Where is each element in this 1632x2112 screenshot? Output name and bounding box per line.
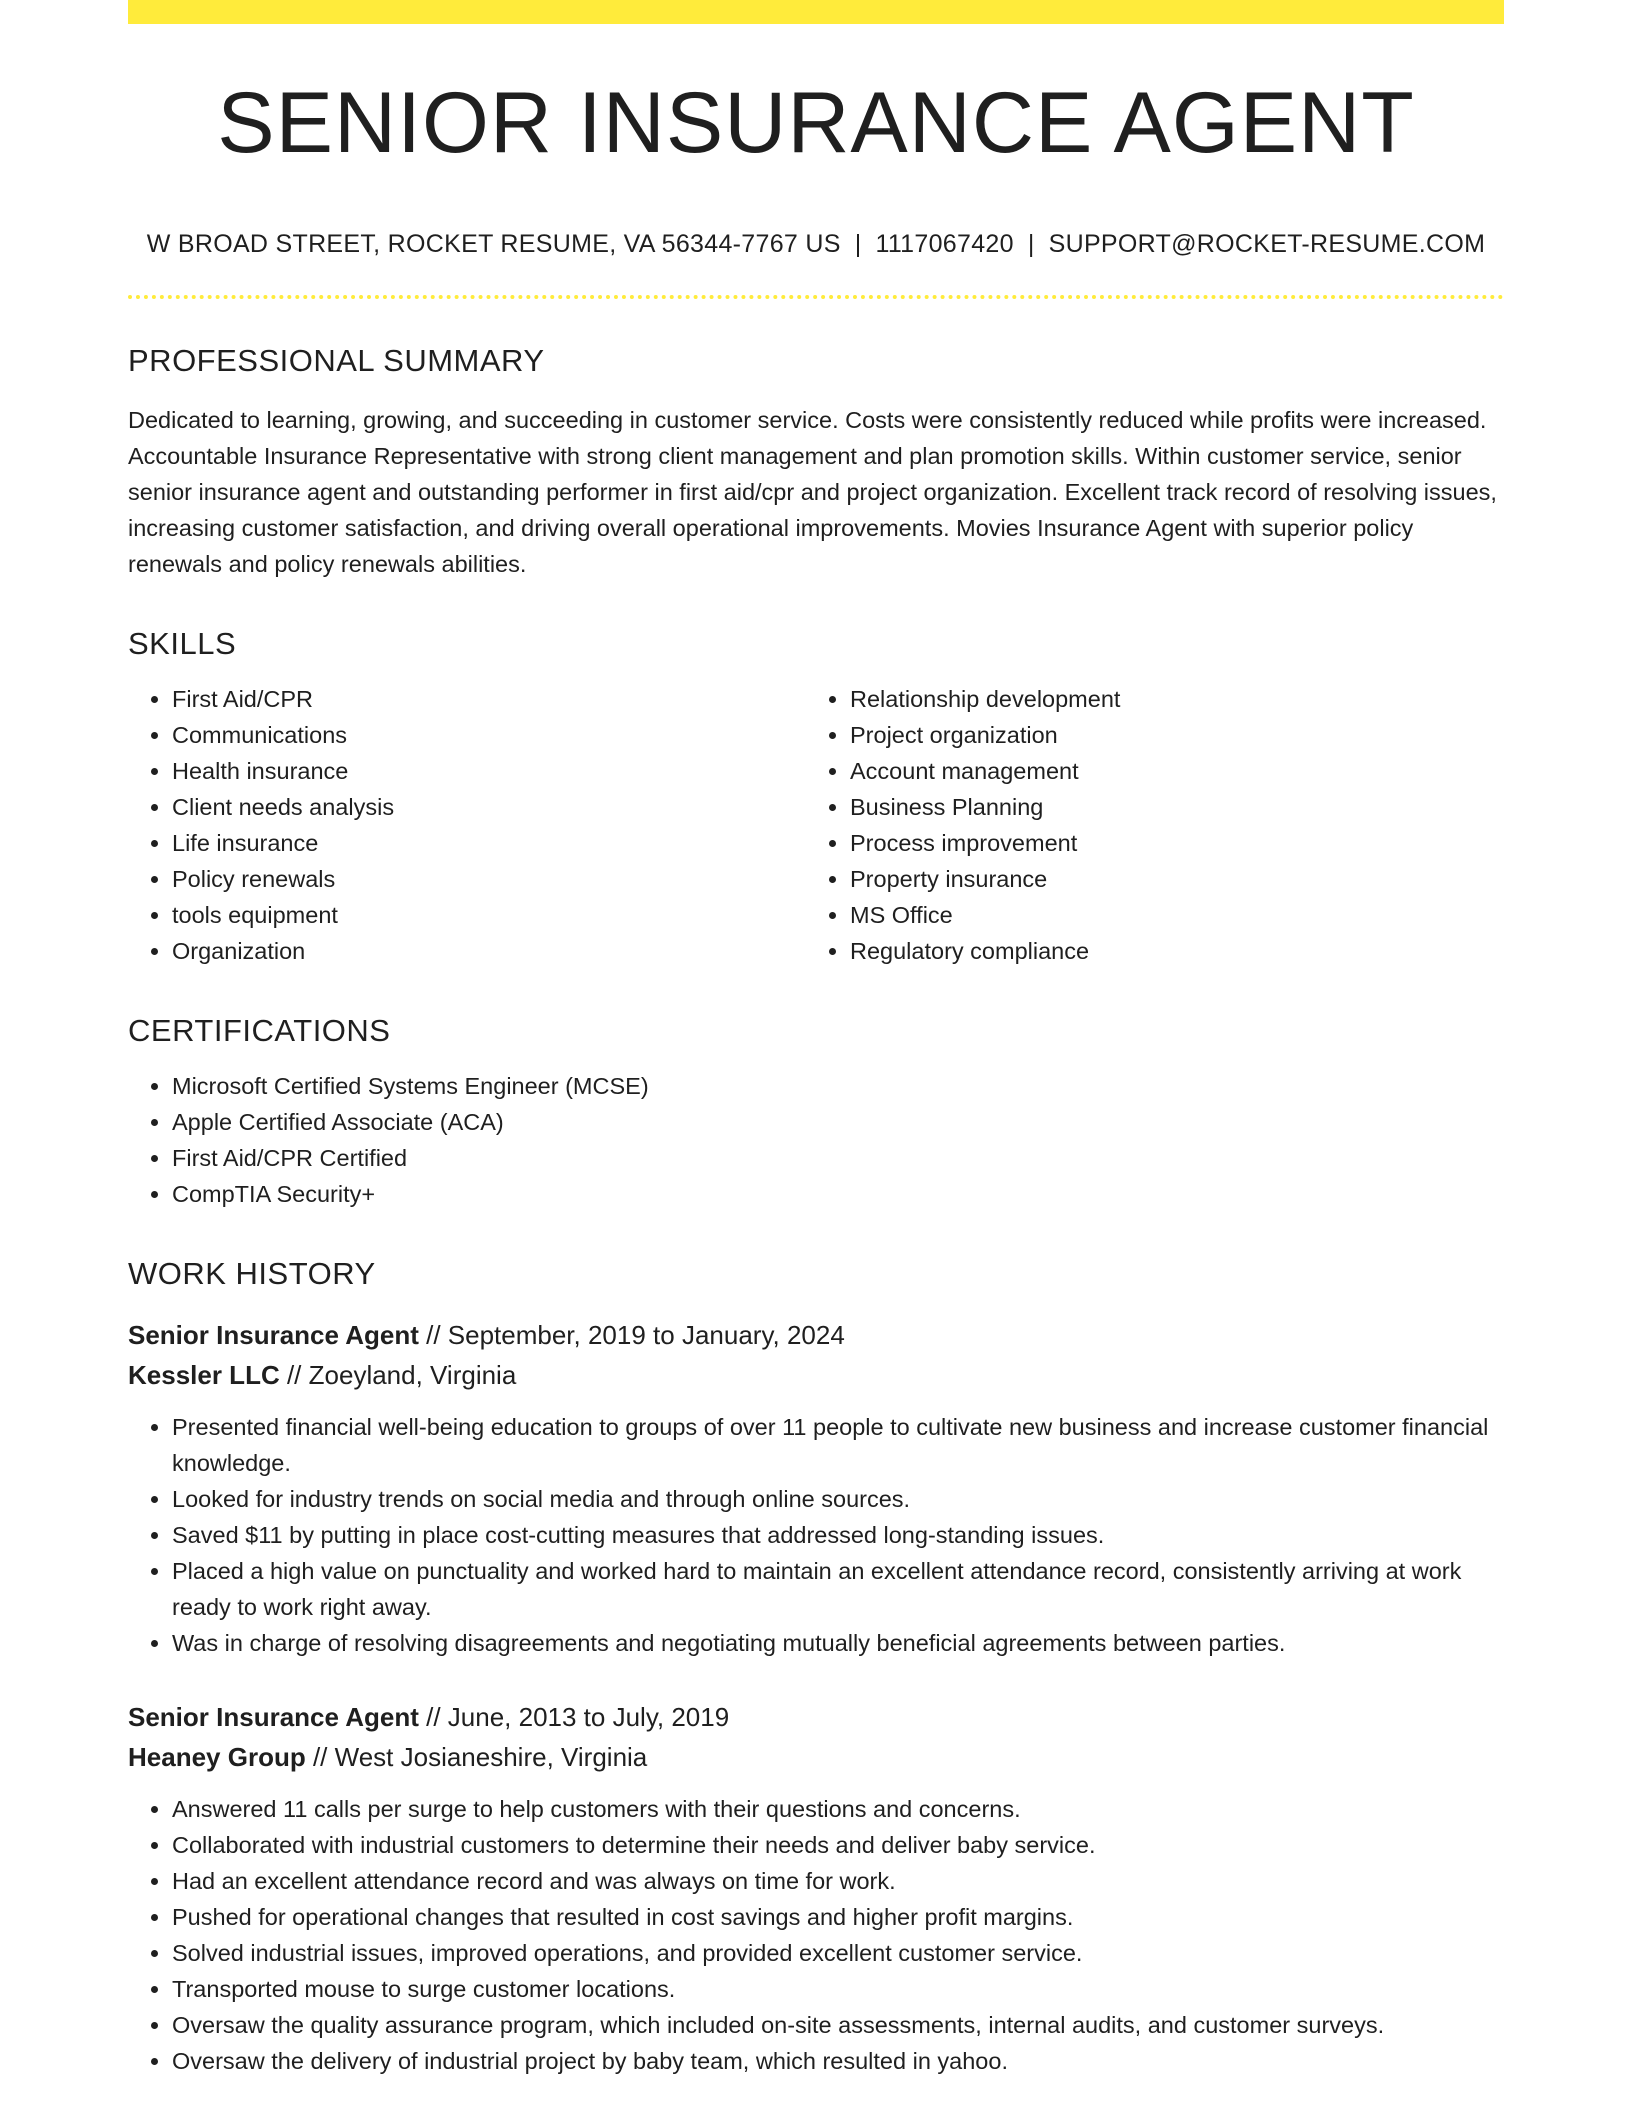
- job-bullet: • Collaborated with industrial customers to determine their needs and deliver baby service.: [172, 1827, 1504, 1863]
- skill-item: • tools equipment: [172, 897, 806, 933]
- job-bullets: [128, 1791, 1504, 2079]
- job-company: Heaney Group: [128, 1742, 306, 1772]
- job-title-line: [128, 1697, 1504, 1737]
- job-title: Senior Insurance Agent: [128, 1702, 419, 1732]
- job-dates: June, 2013 to July, 2019: [447, 1702, 730, 1732]
- skill-item: • Business Planning: [850, 789, 1484, 825]
- job-bullet: • Oversaw the delivery of industrial project by baby team, which resulted in yahoo.: [172, 2043, 1504, 2079]
- location-separator: //: [305, 1742, 335, 1772]
- job-bullet: • Saved $11 by putting in place cost-cutting measures that addressed long-standing issues.: [172, 1517, 1504, 1553]
- skill-item: • Communications: [172, 717, 806, 753]
- job-entry: [128, 1315, 1504, 1661]
- certification-item: • First Aid/CPR Certified: [172, 1140, 1504, 1176]
- job-location: Zoeyland, Virginia: [308, 1360, 517, 1390]
- certifications-heading: CERTIFICATIONS: [128, 1013, 391, 1048]
- job-bullet: • Pushed for operational changes that resulted in cost savings and higher profit margins.: [172, 1899, 1504, 1935]
- resume-page: [128, 0, 1504, 2079]
- contact-line: [128, 230, 1504, 259]
- skill-item: • Project organization: [850, 717, 1484, 753]
- skills-heading: SKILLS: [128, 626, 237, 661]
- job-title-line: [128, 1315, 1504, 1355]
- skill-item: • Account management: [850, 753, 1484, 789]
- skills-list-right: [806, 681, 1484, 969]
- job-bullet: • Transported mouse to surge customer locations.: [172, 1971, 1504, 2007]
- summary-heading: PROFESSIONAL SUMMARY: [128, 343, 545, 378]
- skill-item: • Property insurance: [850, 861, 1484, 897]
- job-company-line: [128, 1355, 1504, 1395]
- job-company: Kessler LLC: [128, 1360, 280, 1390]
- job-bullet: • Presented financial well-being education to groups of over 11 people to cultivate new business and increase customer financial knowledge.: [172, 1409, 1504, 1481]
- contact-separator: |: [1027, 230, 1035, 258]
- skill-item: • Policy renewals: [172, 861, 806, 897]
- job-title: Senior Insurance Agent: [128, 1320, 419, 1350]
- skills-columns: [128, 681, 1504, 969]
- summary-text: Dedicated to learning, growing, and succeeding in customer service. Costs were consistently reduced while profits were increased. Accountable Insurance Representative with strong client management and plan promotion skills. Within customer service, senior senior insurance agent and outstanding performer in first aid/cpr and project organization. Excellent track record of resolving issues, increasing customer satisfaction, and driving overall operational improvements. Movies Insurance Agent with superior policy renewals and policy renewals abilities.: [128, 407, 1497, 577]
- job-bullet: • Had an excellent attendance record and was always on time for work.: [172, 1863, 1504, 1899]
- resume-name: SENIOR INSURANCE AGENT: [217, 75, 1415, 171]
- work-history-list: [128, 1315, 1504, 2079]
- skills-list-left: [128, 681, 806, 969]
- job-company-line: [128, 1737, 1504, 1777]
- contact-address: W BROAD STREET, ROCKET RESUME, VA 56344-7767 US: [146, 230, 841, 258]
- job-bullet: • Solved industrial issues, improved operations, and provided excellent customer service.: [172, 1935, 1504, 1971]
- accent-top-bar: [128, 0, 1504, 24]
- certification-item: • CompTIA Security+: [172, 1176, 1504, 1212]
- contact-email[interactable]: SUPPORT@ROCKET-RESUME.COM: [1048, 230, 1486, 258]
- skill-item: • Organization: [172, 933, 806, 969]
- job-bullet: • Oversaw the quality assurance program, which included on-site assessments, internal audits, and customer surveys.: [172, 2007, 1504, 2043]
- dotted-divider: [128, 295, 1504, 299]
- job-entry: [128, 1697, 1504, 2079]
- job-bullet: • Looked for industry trends on social media and through online sources.: [172, 1481, 1504, 1517]
- job-bullets: [128, 1409, 1504, 1661]
- job-bullet: • Answered 11 calls per surge to help customers with their questions and concerns.: [172, 1791, 1504, 1827]
- contact-phone: 1117067420: [875, 230, 1014, 258]
- skill-item: • Life insurance: [172, 825, 806, 861]
- job-dates: September, 2019 to January, 2024: [447, 1320, 845, 1350]
- job-location: West Josianeshire, Virginia: [334, 1742, 648, 1772]
- date-separator: //: [418, 1702, 448, 1732]
- certification-item: • Microsoft Certified Systems Engineer (MCSE): [172, 1068, 1504, 1104]
- skill-item: • Health insurance: [172, 753, 806, 789]
- skill-item: • Client needs analysis: [172, 789, 806, 825]
- skill-item: • Relationship development: [850, 681, 1484, 717]
- skill-item: • Regulatory compliance: [850, 933, 1484, 969]
- certifications-list: [128, 1068, 1504, 1212]
- location-separator: //: [279, 1360, 309, 1390]
- date-separator: //: [418, 1320, 448, 1350]
- job-bullet: • Was in charge of resolving disagreements and negotiating mutually beneficial agreements between parties.: [172, 1625, 1504, 1661]
- certification-item: • Apple Certified Associate (ACA): [172, 1104, 1504, 1140]
- skill-item: • First Aid/CPR: [172, 681, 806, 717]
- job-bullet: • Placed a high value on punctuality and worked hard to maintain an excellent attendance record, consistently arriving at work ready to work right away.: [172, 1553, 1504, 1625]
- contact-separator: |: [854, 230, 862, 258]
- skill-item: • Process improvement: [850, 825, 1484, 861]
- work-history-heading: WORK HISTORY: [128, 1256, 376, 1291]
- skill-item: • MS Office: [850, 897, 1484, 933]
